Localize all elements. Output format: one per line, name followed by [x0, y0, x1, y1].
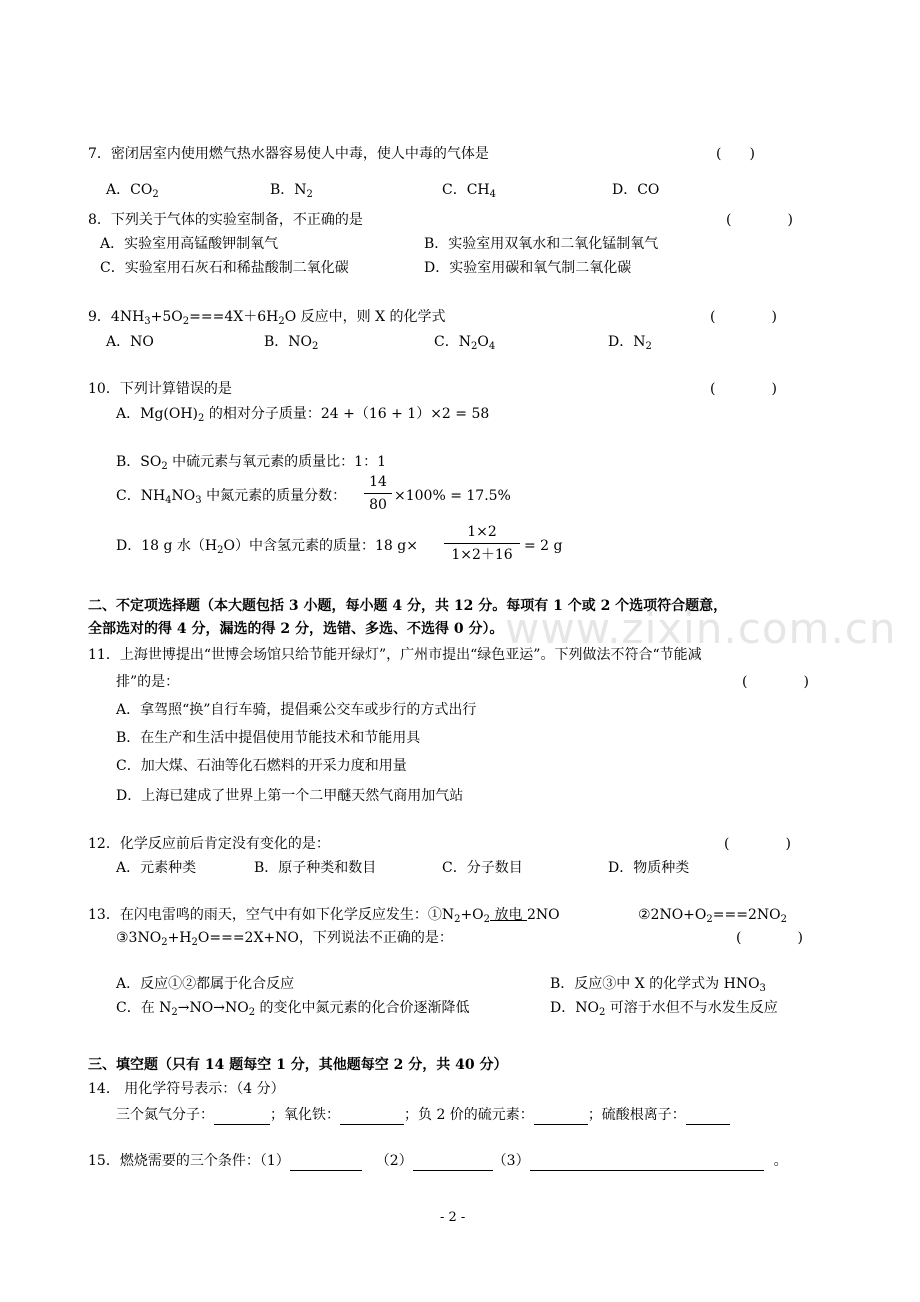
q10-c-fraction: 14 80: [364, 473, 392, 514]
q11-answer-paren: ( ): [742, 674, 809, 690]
q7-option-d: D．CO: [612, 182, 660, 198]
q10-option-a: A．$Mg(OH)_2$ 的相对分子质量：24 +（16 + 1）×2 = 58: [116, 406, 490, 424]
q11-stem: 11．上海世博提出“世博会场馆只给节能开绿灯”，广州市提出“绿色亚运”。下列做法不符合“节能减: [88, 647, 702, 663]
q8-stem: 8．下列关于气体的实验室制备，不正确的是: [88, 212, 363, 228]
q12-option-c: C．分子数目: [442, 860, 523, 876]
q14-blank-1[interactable]: [214, 1124, 270, 1125]
section2-heading: 二、不定项选择题（本大题包括 3 小题，每小题 4 分，共 12 分。每项有 1 个或 2 个选项符合题意，: [88, 598, 728, 614]
q10-option-c: C．$NH_4NO_3$ 中氮元素的质量分数：: [116, 488, 347, 506]
q13-option-a: A．反应①②都属于化合反应: [116, 976, 295, 992]
q9-option-c: C．$N_2O_4$: [434, 334, 496, 352]
q14-blank-3[interactable]: [534, 1124, 588, 1125]
q8-option-b: B．实验室用双氧水和二氧化锰制氧气: [424, 236, 659, 252]
q11-option-d: D．上海已建成了世界上第一个二甲醚天然气商用加气站: [116, 788, 464, 804]
q12-option-d: D．物质种类: [608, 860, 690, 876]
q10-d-fraction: 1×2 1×2＋16: [444, 523, 520, 564]
q10-option-c-tail: ×100% = 17.5%: [394, 488, 511, 504]
q8-answer-paren: ( ): [726, 212, 793, 228]
q13-option-c: C．在 $N_2\to NO\to NO_2$ 的变化中氮元素的化合价逐渐降低: [116, 1000, 470, 1018]
q12-option-a: A．元素种类: [116, 860, 197, 876]
q15-blank-1[interactable]: [290, 1170, 362, 1171]
q7-option-a: A．$CO_2$: [106, 182, 159, 200]
q10-option-d-tail: = 2 g: [524, 538, 563, 554]
q12-stem: 12．化学反应前后肯定没有变化的是：: [88, 836, 330, 852]
section2-heading-cont: 全部选对的得 4 分，漏选的得 2 分，选错、多选、不选得 0 分）。: [88, 621, 504, 637]
q10-option-b: B．$SO_2$ 中硫元素与氧元素的质量比：1：1: [116, 454, 386, 472]
q11-option-b: B．在生产和生活中提倡使用节能技术和节能用具: [116, 730, 421, 746]
q7-answer-paren: ( ): [716, 146, 755, 162]
section3-heading: 三、填空题（只有 14 题每空 1 分，其他题每空 2 分，共 40 分）: [88, 1057, 508, 1073]
q13-option-b: B．反应③中 X 的化学式为 $HNO_3$: [550, 976, 766, 994]
q15-blank-3[interactable]: [530, 1170, 764, 1171]
watermark: www.zixin.com.cn: [505, 604, 897, 653]
q13-answer-paren: ( ): [736, 930, 803, 946]
q8-option-a: A．实验室用高锰酸钾制氧气: [100, 236, 279, 252]
q13-stem: 13．在闪电雷鸣的雨天，空气中有如下化学反应发生：$①N_2+O_2$ 放电 2NO: [88, 907, 560, 925]
q14-blank-4[interactable]: [686, 1124, 730, 1125]
q10-answer-paren: ( ): [710, 381, 777, 397]
q14-blank-2[interactable]: [340, 1124, 404, 1125]
q13-stem-cont: $③3NO_2+H_2O===2X+NO$，下列说法不正确的是：: [116, 930, 453, 948]
q9-option-b: B．$NO_2$: [264, 334, 319, 352]
q13-reaction-2: $②2NO+O_2===2NO_2$: [638, 907, 787, 925]
q11-stem-cont: 排”的是：: [116, 674, 180, 690]
q11-option-a: A．拿驾照“换”自行车骑，提倡乘公交车或步行的方式出行: [116, 702, 477, 718]
q7-option-c: C．$CH_4$: [442, 182, 497, 200]
q15-blanks: 15．燃烧需要的三个条件：（1） （2） （3） 。: [88, 1153, 788, 1169]
q15-blank-2[interactable]: [413, 1170, 493, 1171]
page-number: - 2 -: [440, 1210, 466, 1225]
q9-answer-paren: ( ): [710, 309, 777, 325]
q14-blanks: 三个氮气分子： ；氧化铁： ；负 2 价的硫元素： ；硫酸根离子：: [116, 1105, 730, 1125]
q11-option-c: C．加大煤、石油等化石燃料的开采力度和用量: [116, 758, 407, 774]
q10-option-d: D．18 g 水$(H_2O)$中含氢元素的质量：18 g×: [116, 538, 418, 556]
q9-option-a: A．NO: [106, 334, 154, 350]
q7-stem: 7．密闭居室内使用燃气热水器容易使人中毒，使人中毒的气体是: [88, 146, 489, 162]
q12-answer-paren: ( ): [724, 836, 791, 852]
q10-stem: 10．下列计算错误的是: [88, 381, 232, 397]
q9-option-d: D．$N_2$: [608, 334, 652, 352]
q7-option-b: B．$N_2$: [270, 182, 313, 200]
q13-option-d: D．$NO_2$ 可溶于水但不与水发生反应: [550, 1000, 778, 1018]
q12-option-b: B．原子种类和数目: [254, 860, 377, 876]
q8-option-c: C．实验室用石灰石和稀盐酸制二氧化碳: [100, 260, 349, 276]
q8-option-d: D．实验室用碳和氧气制二氧化碳: [424, 260, 632, 276]
q9-stem: 9．$4NH_3+5O_2===4X+6H_2O$ 反应中，则 X 的化学式: [88, 309, 446, 327]
q14-stem: 14． 用化学符号表示：（4 分）: [88, 1081, 285, 1097]
